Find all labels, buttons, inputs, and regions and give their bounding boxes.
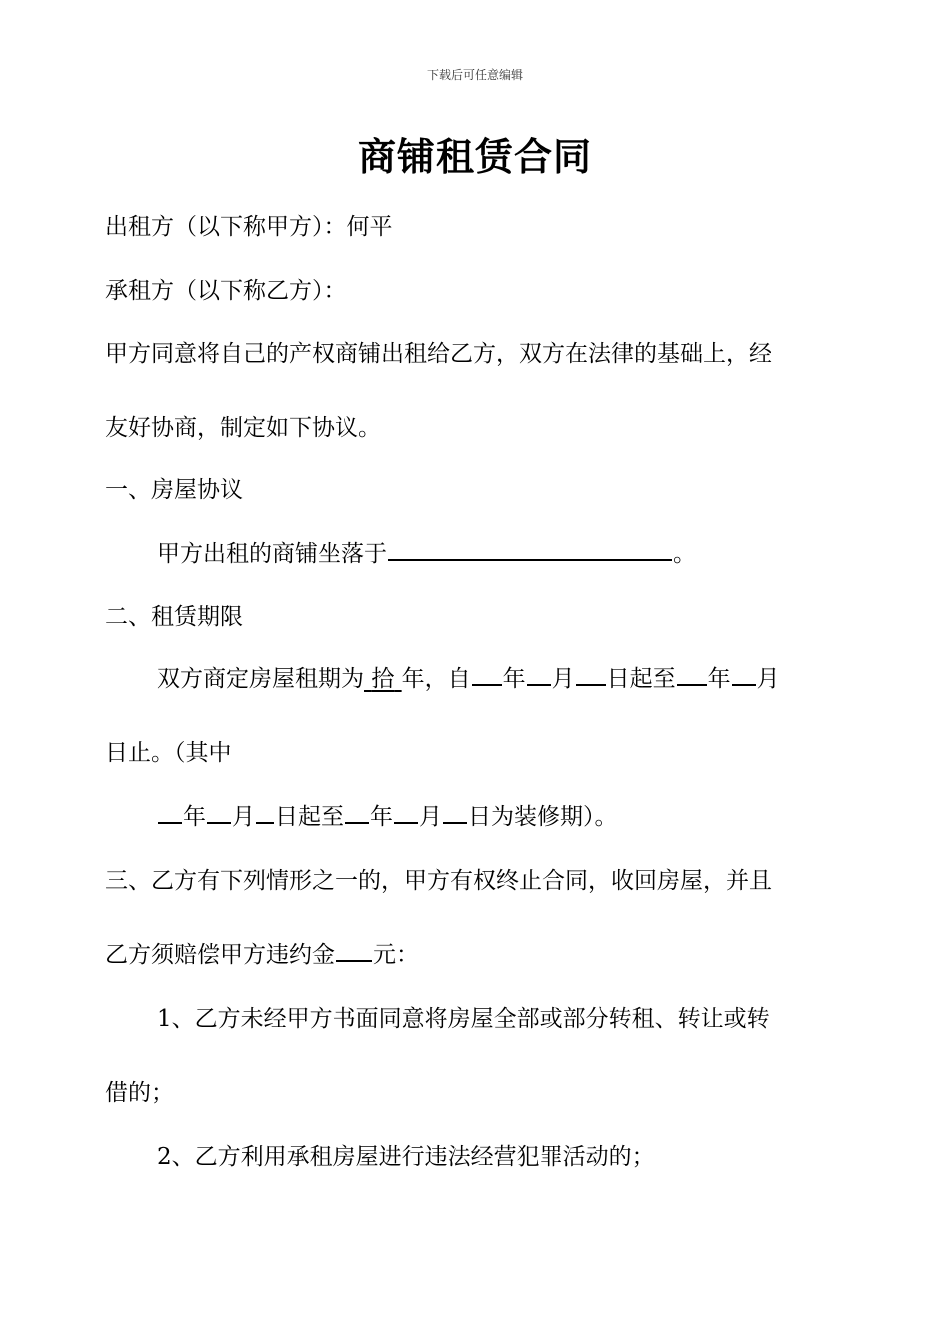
start-month-blank[interactable] [527,662,551,686]
intro-line-1: 甲方同意将自己的产权商铺出租给乙方，双方在法律的基础上，经 [105,341,772,367]
section3-item-2: 2、乙方利用承租房屋进行违法经营犯罪活动的； [157,1144,655,1170]
section3-line-1: 三、乙方有下列情形之一的，甲方有权终止合同，收回房屋，并且 [105,868,772,894]
lessee-label: 承租方（以下称乙方）： [105,278,347,304]
section2-renovation-line: 年 月 日起至 年 月 日为装修期）。 [157,798,618,831]
location-blank[interactable] [388,537,672,561]
start-day-blank[interactable] [576,662,606,686]
lessor-name: 何平 [346,214,393,240]
section1-heading: 一、房屋协议 [105,477,243,503]
term-value: 拾 [371,666,395,692]
end-year-blank[interactable] [677,662,707,686]
start-year-blank[interactable] [472,662,502,686]
section2-term-line: 双方商定房屋租期为 拾 年，自 年 月 日起至 年 月 [157,660,780,693]
reno-start-day-blank[interactable] [256,800,274,824]
intro-line-2: 友好协商，制定如下协议。 [105,415,381,441]
reno-end-month-blank[interactable] [394,800,418,824]
document-title: 商铺租赁合同 [357,134,592,179]
reno-end-year-blank[interactable] [345,800,369,824]
lessee-line [105,272,347,305]
lessor-line [105,208,393,241]
reno-start-month-blank[interactable] [207,800,231,824]
end-month-blank[interactable] [732,662,756,686]
lessor-label: 出租方（以下称甲方）： [105,214,347,240]
section3-item-1-line-2: 借的； [105,1080,174,1106]
penalty-blank[interactable] [336,938,372,962]
section3-line-2: 乙方须赔偿甲方违约金 元： [105,936,419,969]
header-note: 下载后可任意编辑 [426,68,523,82]
section1-location-line: 甲方出租的商铺坐落于 。 [157,535,696,568]
section2-term-line-2: 日止。（其中 [105,740,232,766]
reno-start-year-blank[interactable] [158,800,182,824]
section2-heading: 二、租赁期限 [105,604,243,630]
section3-item-1-line-1: 1、乙方未经甲方书面同意将房屋全部或部分转租、转让或转 [157,1006,770,1032]
reno-end-day-blank[interactable] [443,800,467,824]
